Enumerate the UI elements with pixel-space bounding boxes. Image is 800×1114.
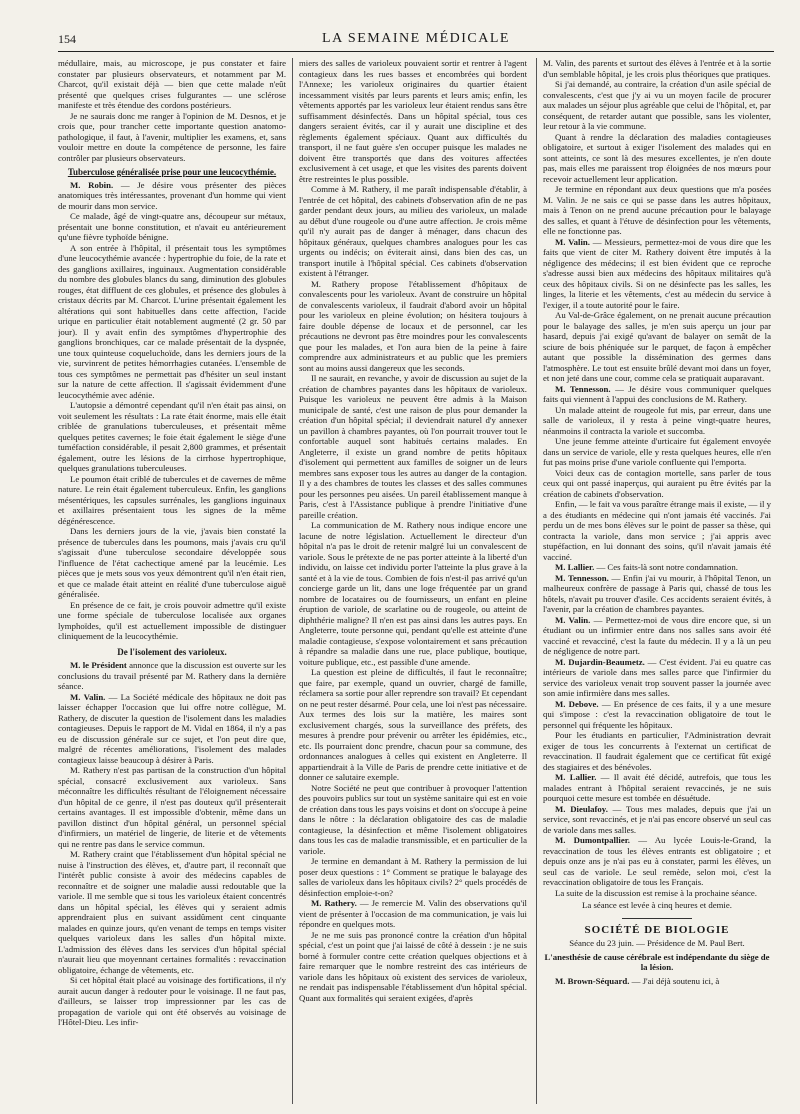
paragraph: Un malade atteint de rougeole fut mis, par erreur, dans une salle de varioleux, il y resta à peine vingt-quatre heures, néanmoins il contracta la variole et succomba. <box>543 404 771 436</box>
paragraph-text: — Tous mes malades, depuis que j'ai un service, sont revaccinés, et je n'ai pas encore observé un seul cas de variole dans mes salles. <box>543 803 771 835</box>
paragraph <box>543 699 771 731</box>
paragraph: miers des salles de varioleux pouvaient sortir et rentrer à l'agent contagieux dans les rues basses et encombrées qui bordent l'Annexe; les varioleux originaires du quartier étaient incessamment visités par leurs parents et leurs amis; enfin, les vêtements apportés par les varioleux leur étaient rendus sans être suffisamment désinfectés. Dans un hôpital spécial, tous ces dangers seraient évités, car il y aurait une discipline et des règlements également spéciaux. Quant aux difficultés du transport, il ne faut guère s'en occuper puisque les malades ne doivent être transportés que dans des voitures affectées exclusivement à cet usage, et que les visites des parents doivent être restreintes le plus possible. <box>299 58 527 184</box>
paragraph <box>58 660 286 692</box>
paragraph <box>543 657 771 699</box>
paragraph: En présence de ce fait, je crois pouvoir admettre qu'il existe une forme spéciale de tuberculose localisée aux organes lymphoïdes, qu'il est actuellement impossible de distinguer cliniquement de la leucocythémie. <box>58 599 286 641</box>
paragraph <box>543 835 771 888</box>
speaker-name: M. Dieulafoy. <box>555 803 608 814</box>
page-header <box>58 32 774 52</box>
paragraph: M. Valin, des parents et surtout des élèves à l'entrée et à la sortie d'un semblable hôpital, je les crois plus théoriques que pratiques. <box>543 58 771 79</box>
paragraph-text: — En présence de ces faits, il y a une mesure qui s'impose : c'est la revaccination obligatoire de tout le personnel qui fréquente les hôpitaux. <box>543 698 771 730</box>
section-separator <box>622 918 692 919</box>
paragraph: Voici deux cas de contagion mortelle, sans parler de tous ceux qui ont passé inaperçus, qui auraient pu être évités par la création de cabinets d'observation. <box>543 467 771 499</box>
paragraph: La communication de M. Rathery nous indique encore une lacune de notre législation. Actuellement le directeur d'un hôpital n'a pas le droit de retenir malgré lui un convalescent de variole. Sous le prétexte de ne pas porter atteinte à la liberté d'un individu, on laisse cet individu porter l'atteinte la plus grave à la santé et à la vie de tous. Combien de fois n'est-il pas arrivé qu'un concierge garde un lit, dans une loge fréquentée par un grand nombre de locataires ou de fournisseurs, un enfant en pleine éruption de variole, de scarlatine ou de rougeole, ou atteint de diphthérie maligne? Il n'en est pas ainsi dans les autres pays. En Angleterre, toute personne qui, pendant qu'elle est atteinte d'une maladie contagieuse, s'expose volontairement et sans précaution à répandre sa maladie dans une rue, place publique, boutique, voiture publique, etc., est passible d'une amende. <box>299 520 527 667</box>
speaker-name: M. Dumontpallier. <box>555 835 630 845</box>
paragraph <box>299 898 527 930</box>
column-1 <box>58 58 286 1104</box>
session-close: La séance est levée à cinq heures et demie. <box>582 900 732 910</box>
page-number: 154 <box>58 32 76 46</box>
column-2 <box>299 58 527 1104</box>
section-heading: L'anesthésie de cause cérébrale est indépendante du siège de la lésion. <box>544 951 770 972</box>
paragraph-text: — Je désire vous présenter des pièces anatomiques très intéressantes, provenant d'un homme qui vient de mourir dans mon service. <box>58 179 286 211</box>
paragraph <box>58 692 286 766</box>
paragraph-text: — La Société médicale des hôpitaux ne doit pas laisser échapper l'occasion que lui offre notre collègue, M. Rathery, de discuter la question de l'isolement dans les maladies contagieuses. Depuis le rapport de M. Vidal en 1864, il n'y a pas eu de discussion générale sur ce sujet, et l'on peut dire que, malgré de récentes améliorations, l'isolement des malades contagieux laisse beaucoup à désirer à Paris. <box>58 691 286 765</box>
paragraph: La suite de la discussion est remise à la prochaine séance. <box>555 887 757 898</box>
paragraph <box>543 804 771 836</box>
paragraph: Au Val-de-Grâce également, on ne prenait aucune précaution pour le balayage des salles, je m'en suis aperçu un jour par hasard, depuis j'ai exigé qu'avant de balayer on semât de la sciure de bois phéniquée sur le parquet, de façon à empêcher autant que possible la dissémination des germes dans l'atmosphère. Le tout est ensuite brûlé devant moi dans un foyer, et non jeté dans une cour, comme cela se pratiquait auparavant. <box>543 310 771 383</box>
paragraph-text: — Enfin j'ai vu mourir, à l'hôpital Tenon, un malheureux confrère de passage à Paris qui, chassé de tous les hôtels, n'avait pu trouver d'asile. Ces accidents seraient évités, à l'avenir, par la création de chambres payantes. <box>543 572 771 614</box>
paragraph: Je ne saurais donc me ranger à l'opinion de M. Desnos, et je crois que, pour trancher cette importante question anatomo-pathologique, il faut, à l'avenir, multiplier les examens, et, sans vouloir mettre en doute la compétence de personne, les faire contrôler par plusieurs observateurs. <box>58 110 286 163</box>
paragraph <box>543 615 771 657</box>
paragraph: La question est pleine de difficultés, il faut le reconnaître; que faire, par exemple, quand un ouvrier, chargé de famille, réclamera sa sortie pour aller reprendre son travail? Et cependant on ne peut rester désarmé. Pour cela, une loi n'est pas nécessaire. Aux termes des lois sur la matière, les maires sont exclusivement chargés, sous la surveillance des préfets, des mesures à prendre pour prévenir ou arrêter les épidémies, etc., etc. Ils pourraient donc prendre, chacun pour sa commune, des ordonnances analogues à celles qui existent en Angleterre. Il appartiendrait à la Ville de Paris de prendre cette initiative et de donner ce salutaire exemple. <box>299 667 527 782</box>
section-heading: De l'isolement des varioleux. <box>117 646 227 657</box>
paragraph <box>543 573 771 615</box>
paragraph-text: — Il avait été décidé, autrefois, que tous les malades entrant à l'hôpital seraient revaccinés, je ne suis pourquoi cette mesure est tombée en désuétude. <box>543 772 771 803</box>
paragraph: Quant à rendre la déclaration des maladies contagieuses obligatoire, et surtout à exiger l'isolement des malades qui en sont atteints, ce sont là des mesures excellentes, je n'en doute pas, mais elles me paraissent trop éloignées de nos mœurs pour recevoir actuellement leur application. <box>543 131 771 184</box>
journal-title: LA SEMAINE MÉDICALE <box>322 31 510 46</box>
paragraph: Comme à M. Rathery, il me paraît indispensable d'établir, à l'entrée de cet hôpital, des cabinets d'observation afin de ne pas garder pendant deux jours, au milieu des varioleux, un malade au début d'une rougeole ou d'une autre affection. Je crois même qu'il n'y aurait pas de danger à ménager, dans chacun des hôpitaux généraux, quelques chambres analogues pour les cas urgents ou indécis; on éviterait ainsi, dans bien des cas, un transport inutile à l'hôpital spécial. Ces cabinets d'observation existent à l'étranger. <box>299 184 527 278</box>
paragraph: Il ne saurait, en revanche, y avoir de discussion au sujet de la création de chambres payantes dans les hôpitaux de varioleux. Puisque les varioleux ne peuvent être admis à la Maison municipale de santé, c'est une raison de plus pour demander la création d'un hôpital spécial; il deviendrait naturel d'y annexer un pavillon à chambres payantes, où l'on pourrait trouver tout le confortable auquel sont habitués certains malades. En Angleterre, il existe un grand nombre de petits hôpitaux d'isolement qui permettent aux familles de soigner un de leurs membres sans exposer tous les autres au danger de la contagion. Il y a des chambres de toutes les classes et des salles communes pour les personnes peu aisées. Un pareil établissement manque à Paris, c'est à l'Assistance publique à prendre l'initiative d'une pareille création. <box>299 373 527 520</box>
paragraph-text: — C'est évident. J'ai eu quatre cas intérieurs de variole dans mes salles parce que l'infirmier du service des varioleux venait trop souvent passer la journée avec son amie infirmière dans mes salles. <box>543 656 771 698</box>
paragraph: Si cet hôpital était placé au voisinage des fortifications, il n'y aurait aucun danger à redouter pour le voisinage. Il ne faut pas, d'ailleurs, se laisser trop impressionner par les cas de propagation de variole qui ont été observés au voisinage de l'Hôtel-Dieu. Les infir- <box>58 975 286 1027</box>
society-title: SOCIÉTÉ DE BIOLOGIE <box>584 923 730 936</box>
paragraph-text: — Je remercie M. Valin des observations qu'il vient de présenter à l'occasion de ma communication, je vais lui répondre en quelques mots. <box>299 898 527 929</box>
paragraph: Je termine en demandant à M. Rathery la permission de lui poser deux questions : 1° Comment se pratique le balayage des salles de varioleux dans les hôpitaux civils? 2° quels procédés de désinfection emploie-t-on? <box>299 856 527 898</box>
column-3 <box>543 58 771 1104</box>
article-columns <box>58 58 774 1104</box>
paragraph: Enfin, — le fait va vous paraître étrange mais il existe, — il y a des étudiants en médecine qui n'ont jamais été vaccinés. J'ai perdu un de mes bons élèves sur le point de passer sa thèse, qui contracta la variole, dans mon service ; j'ai appris avec stupéfaction, en lui donnant des soins, qu'il n'avait jamais été vacciné. <box>543 499 771 562</box>
paragraph-text: — Je désire vous communiquer quelques faits qui viennent à l'appui des conclusions de M. Rathery. <box>543 383 771 404</box>
paragraph: médullaire, mais, au microscope, je pus constater et faire constater par plusieurs observateurs, et notamment par M. Charcot, qu'il existait déjà — bien que cette malade n'eût présenté que quelques crises fulgurantes — une sclérose manifeste et très étendue des cordons postérieurs. <box>58 58 286 110</box>
paragraph: Si j'ai demandé, au contraire, la création d'un asile spécial de convalescents, c'est que j'y ai vu un moyen facile de procurer aux malades un séjour plus agréable que celui de l'hôpital, et, par conséquent, de retarder autant que possible, sans les violenter, leur retour à la vie commune. <box>543 79 771 131</box>
session-meta: Séance du 23 juin. — Présidence de M. Paul Bert. <box>569 938 745 948</box>
paragraph-text: — Messieurs, permettez-moi de vous dire que les faits que vient de citer M. Rathery doivent être imputés à la négligence des médecins; il est bien évident que ce reproche s'adresse aussi bien aux médecins des hôpitaux militaires qu'à ceux des hôpitaux civils. Si on ne désinfecte pas les salles, les linges, la literie et les vêtements, c'est au médecin du service à l'exiger, il a toute autorité pour le faire. <box>543 236 771 310</box>
paragraph-text: — Ces faits-là sont notre condamnation. <box>594 562 738 572</box>
paragraph: Je ne me suis pas prononcé contre la création d'un hôpital spécial, c'est un point que j'ai laissé de côté à dessein : je ne suis borné à formuler contre cette création quelques objections et à faire remarquer que le nombre restreint des cas intérieurs de variole dans les hôpitaux où existent des services de varioleux, ne rendait pas indispensable l'établissement d'un hôpital spécial. Quant aux formalités qui seraient exigées, d'après <box>299 929 527 1003</box>
column-divider <box>536 58 537 1104</box>
paragraph: L'autopsie a démontré cependant qu'il n'en était pas ainsi, on voit seulement les résultats : La rate était énorme, mais elle était criblée de granulations tuberculeuses, et présentait même quelques petites cavernes; le foie était également le siège d'une tuméfaction considérable, il pesait 2,800 grammes, et présentait également, outre les lésions de la cirrhose hypertrophique, quelques granulations tuberculeuses. <box>58 400 286 473</box>
speaker-name: M. Tennesson. <box>555 572 609 583</box>
paragraph <box>543 976 771 987</box>
paragraph: Je termine en répondant aux deux questions que m'a posées M. Valin. Je ne sais ce qui se passe dans les autres hôpitaux, mais à Tenon on ne prend aucune précaution pour le balayage des salles, et quant à l'étuve de désinfection pour les vêtements, elle ne fonctionne pas. <box>543 184 771 236</box>
paragraph-text: — Permettez-moi de vous dire encore que, si un étudiant ou un infirmier entre dans nos salles sans avoir été vacciné et revacciné, c'est la faute du médecin. Il y a là un peu de négligence de notre part. <box>543 614 771 656</box>
paragraph-text: — Au lycée Louis-le-Grand, la revaccination de tous les élèves entrants est obligatoire ; et depuis onze ans je n'ai pas eu à constater, parmi les élèves, un seul cas de variole. Le seul remède, selon moi, c'est la revaccination obligatoire de tous les Français. <box>543 835 771 887</box>
paragraph <box>58 180 286 212</box>
speaker-name: M. le Président <box>70 660 127 670</box>
speaker-name: M. Valin. <box>555 236 590 247</box>
speaker-name: M. Valin. <box>70 691 106 702</box>
speaker-name: M. Valin. <box>555 614 591 625</box>
paragraph <box>543 772 771 804</box>
paragraph: M. Rathery n'est pas partisan de la construction d'un hôpital spécial, consacré exclusivement aux varioleux. Sans méconnaître les difficultés résultant de l'éloignement nécessaire d'un hôpital de ce genre, il n'est pas douteux qu'il présenterait certains avantages. Il est impossible d'obtenir, même dans un pavillon distinct d'un hôpital général, un personnel spécial d'infirmiers, un matériel de lingerie, de literie et de vêtements qui ne rentre pas dans le service commun. <box>58 765 286 849</box>
section-heading: Tuberculose généralisée prise pour une leucocythémie. <box>67 167 277 177</box>
speaker-name: M. Dujardin-Beaumetz. <box>555 656 645 667</box>
paragraph: Pour les étudiants en particulier, l'Administration devrait exiger de tous les concurrents à l'externat un certificat de revaccination. Il faudrait également que ce certificat fût exigé des stagiaires et des bénévoles. <box>543 730 771 772</box>
speaker-name: M. Lallier. <box>555 562 595 572</box>
column-divider <box>292 58 293 1104</box>
paragraph <box>543 237 771 311</box>
speaker-name: M. Brown-Séquard. <box>555 975 630 986</box>
paragraph <box>543 384 771 405</box>
paragraph: M. Rathery craint que l'établissement d'un hôpital spécial ne nuise à l'instruction des élèves, et, d'autre part, il reconnaît que l'intérêt public consiste à avoir des médecins capables de reconnaître et de soigner une maladie aussi redoutable que la variole. Il me semble que si tous les varioleux étaient concentrés dans un hôpital spécial, les élèves qui y seraient admis apprendraient plus en suivant assidûment cent cinquante malades en quinze jours, qu'en venant de temps en temps visiter quelques varioleux dans les salles d'un hôpital mixte. L'admission des élèves dans les services d'un hôpital spécial n'aurait lieu que moyennant certaines formalités : revaccination obligatoire, échange de vêtements, etc. <box>58 849 286 975</box>
paragraph: Notre Société ne peut que contribuer à provoquer l'attention des pouvoirs publics sur tout un système sanitaire qui est en voie de création dans tous les pays voisins et dont on s'occupe à peine dans le nôtre : la déclaration obligatoire des cas de maladie contagieuse, la désinfection et même l'isolement obligatoires dans tous les cas de maladie transmissible, et en particulier de la variole. <box>299 782 527 856</box>
paragraph-text: annonce que la discussion est ouverte sur les conclusions du travail présenté par M. Rathery dans la dernière séance. <box>58 660 286 691</box>
paragraph <box>543 562 771 573</box>
paragraph-text: — J'ai déjà soutenu ici, à <box>629 975 720 986</box>
paragraph: M. Rathery propose l'établissement d'hôpitaux de convalescents pour les varioleux. Avant de construire un hôpital de convalescents varioleux, il faudrait d'abord avoir un hôpital pour les varioleux en pleine évolution; on hésitera toujours à faire double dépense de locaux et de personnel, car les précautions ne devront pas être moindres pour les convalescents que pour les malades, et l'on aura bien de la peine à faire comprendre aux administrateurs et au public que les premiers sont au moins aussi dangereux que les seconds. <box>299 278 527 373</box>
paragraph: Le poumon était criblé de tubercules et de cavernes de même nature. Le rein était également tuberculeux. Enfin, les ganglions mésentériques, les capsules surrénales, les ganglions inguinaux et axillaires présentaient tous les signes de la même dégénérescence. <box>58 473 286 526</box>
paragraph: A son entrée à l'hôpital, il présentait tous les symptômes d'une leucocythémie avancée : hypertrophie du foie, de la rate et des ganglions axillaires, inguinaux. Augmentation considérable du nombre des globules blancs du sang, diminution des globules rouges, état diffluent de ces globules, et présence des globules à cristaux décrits par M. Charcot. L'urine présentait également les altérations qui sont habituelles dans cette affection, l'acide urique en particulier était notablement augmenté (2 gr. 50 par jour). Il y avait enfin des symptômes d'hypertrophie des ganglions bronchiques, car ce malade présentait de la dyspnée, une toux quinteuse coqueluchoïde, dans les derniers jours de la vie, survinrent de petites hémorrhagies cutanées. L'ensemble de tous ces symptômes ne permettait pas d'hésiter un seul instant sur la nature de cette affection. Il s'agissait évidemment d'une leucocythémie avec adénie. <box>58 242 286 400</box>
speaker-name: M. Lallier. <box>555 772 597 782</box>
speaker-name: M. Debove. <box>555 698 599 709</box>
paragraph: Ce malade, âgé de vingt-quatre ans, découpeur sur métaux, présentait une bonne constitution, et n'avait eu antérieurement qu'une fièvre typhoïde bénigne. <box>58 211 286 242</box>
speaker-name: M. Rathery. <box>311 898 357 908</box>
paragraph: Une jeune femme atteinte d'urticaire fut également envoyée dans un service de variole, elle y resta quelques heures, elle n'en fut pas moins prise d'une variole confluente qui l'emporta. <box>543 436 771 467</box>
paragraph: Dans les derniers jours de la vie, j'avais bien constaté la présence de tubercules dans les poumons, mais j'avais cru qu'il s'agissait d'une tuberculose secondaire développée sous l'influence de l'état cachectique amené par la leucémie. Les pièces que je mets sous vos yeux démontrent qu'il n'en était rien, et que ce malade était atteint en réalité d'une tuberculose aiguë généralisée. <box>58 526 286 599</box>
speaker-name: M. Tennesson. <box>555 383 611 394</box>
speaker-name: M. Robin. <box>70 179 114 190</box>
